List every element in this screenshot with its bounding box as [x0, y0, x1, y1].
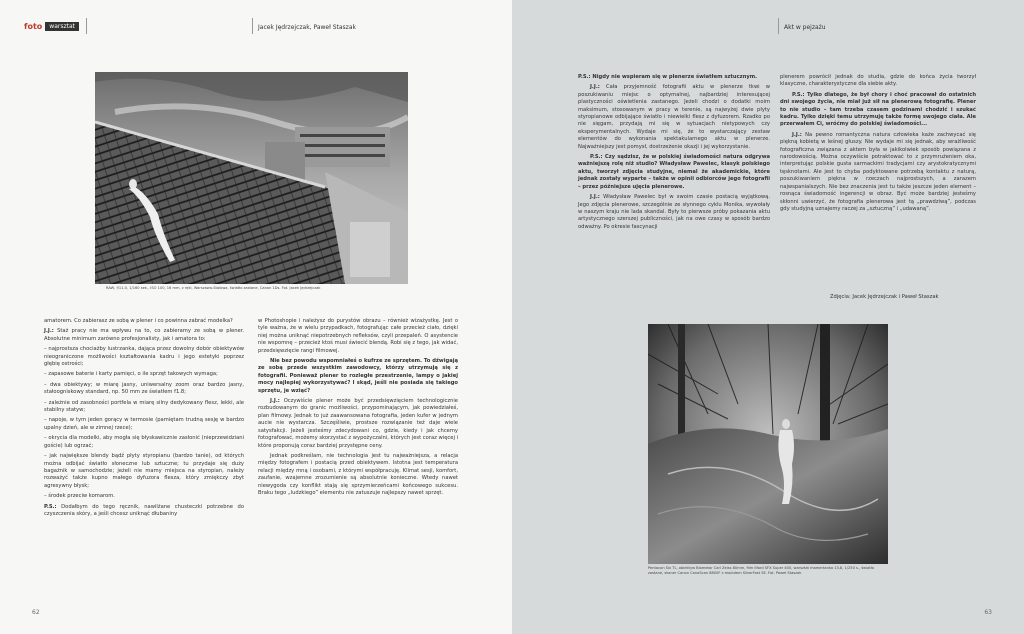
- paragraph-text: Nie bez powodu wspomniałeś o kufrze ze sprzętem. To dźwigają ze sobą przede wszystkim zawodowcy, którzy utrzymują się z fotografii. Ponieważ plener to rozległe przestrzenie, lampy o jakiej mocy najlepiej wykorzystywać? I skąd, jeśli nie posiada się takiego sprzętu, je wziąć?: [258, 358, 458, 394]
- paragraph: [44, 504, 244, 519]
- header-divider: [778, 18, 779, 34]
- right-article-column-2: [780, 74, 976, 216]
- paragraph: [44, 328, 244, 343]
- list-item: [44, 371, 244, 378]
- rooftop-nude-photo: [95, 72, 408, 284]
- paragraph-text: Oczywiście plener może być przedsięwzięciem technologicznie rozbudowanym do granic możliwości, przypominającym, jak powiedziałeś, plan filmowy. Jednak to już zaawansowana fotografia, jeden kufer w jednym aucie nie wystarcza. Szczęśliwie, prostsze rozwiązanie też daje wiele satysfakcji. Jeżeli jesteśmy zdecydowani co, gdzie, kiedy i jak chcemy fotografować, możemy skorzystać z wypożyczalni, których jest coraz więcej i które proponują coraz bardziej przystępne ceny.: [258, 398, 458, 449]
- photo-credit-signature: Zdjęcia: Jacek Jędrzejczak i Paweł Staszak: [830, 294, 939, 300]
- paragraph-text: – jak największe blendy bądź płyty styropianu (bardzo tanie), od których można odbijać światło słoneczne lub sztuczne; tu przydaje się duży bagażnik w samochodzie; jeżeli nie mamy miejsca na styropian, należy rozważyć także kupno małego dyfuzora flesza, który zmiękczy zbyt agresywny błysk;: [44, 453, 244, 489]
- paragraph-text: – środek przeciw komarom.: [44, 493, 115, 500]
- forest-nude-photo: [648, 324, 888, 564]
- paragraph-text: Staż pracy nie ma wpływu na to, co zabieramy ze sobą w plener. Absolutne minimum zarówno profesjonalisty, jak i amatora to:: [44, 328, 244, 342]
- paragraph-text: – zależnie od zasobności portfela w miarę silny dedykowany flesz, lekki, ale stabilny statyw;: [44, 399, 244, 414]
- left-photo-caption: RAW, f/11.0, 1/160 sek., ISO 100, 16 mm, z ręki, Warszawa-Stalowa, światło zastane, Canon 1Ds. Fot. Jacek Jędrzejczak: [106, 286, 321, 290]
- authors-header: Jacek Jędrzejczak, Paweł Staszak: [258, 24, 356, 31]
- paragraph-text: – napoje, w tym jeden gorący w termosie (pamiętam trudną sesję w bardzo upalny dzień, ale w zimnej rzece);: [44, 417, 244, 431]
- question: [258, 358, 458, 395]
- left-article-column-1: [44, 318, 244, 521]
- speaker-initials: J.J.:: [792, 131, 802, 138]
- section-header: Akt w pejzażu: [784, 24, 826, 31]
- paragraph: [258, 453, 458, 497]
- question: [578, 154, 770, 191]
- speaker-initials: P.S.:: [578, 74, 591, 80]
- right-page: [512, 0, 1024, 634]
- paragraph-text: – najprostsza chociażby lustrzanka, dająca przez dowolny dobór obiektywów nieograniczone możliwości kształtowania kadru i jego estetyki poprzez głębię ostrości;: [44, 346, 244, 368]
- right-photo-caption: Pentacon Six TL, obiektyw Biometar Carl Zeiss 80mm, film Ilford SFX Super 400, warsztat mamertanka 13.8, 1/250 s., światło zastane, skaner Canon CanoScan 8800F z modułem SilverFast SE. Fot. Paweł Staszak: [648, 566, 874, 575]
- paragraph-text: w Photoshopie i należysz do purystów obrazu – również wizażystkę. Jest o tyle ważna, że w wielu przypadkach, fotografując całe przecież ciało, dzięki niej można uniknąć niepotrzebnych refleksów, czyli przepaleń. O asystencie nie wspomnę – przecież ktoś musi świecić blendą. Robi się z tego, jak widać, przedsięwzięcie rangi filmowej.: [258, 318, 458, 354]
- logo-foto: foto: [24, 22, 43, 31]
- page-number-left: 62: [32, 609, 40, 616]
- list-item: [44, 382, 244, 397]
- paragraph-text: – okrycia dla modelki, aby mogła się błyskawicznie zasłonić (nieprzewidziani goście) lub ogrzać;: [44, 435, 244, 449]
- paragraph: [578, 194, 770, 231]
- section-logo: [24, 22, 79, 31]
- paragraph-text: Czy sądzisz, że w polskiej świadomości natura odgrywa ważniejszą rolę niż studio? Władysław Pawelec, klasyk polskiego aktu, tworzył zdjęcia studyjne, niemal że akademickie, które jednak zostały wyparte – także w opinii odbiorców jego fotografii – przez późniejsze ujęcia plenerowe.: [578, 154, 770, 190]
- list-item: [44, 435, 244, 450]
- logo-section-box: warsztat: [45, 22, 79, 31]
- paragraph: [44, 318, 244, 325]
- paragraph-text: – dwa obiektywy; w miarę jasny, uniwersalny zoom oraz bardzo jasny, stałoogniskowy standard, np. 50 mm ze światłem f1.8;: [44, 381, 244, 396]
- list-item: [44, 346, 244, 368]
- paragraph-text: Władysław Pawelec był w swoim czasie postacią wyjątkową. Jego zdjęcia plenerowe, szczególnie ze słynnego cyklu Monika, wywołały w naszym kraju nie lada skandal. Były to pierwsze próby pokazania aktu artystycznego szerszej publiczności, jak na owe czasy w sposób bardzo odważny. Po okresie fascynacji: [578, 194, 770, 230]
- paragraph-text: – zapasowe baterie i karty pamięci, o ile sprzęt takowych wymaga;: [44, 371, 218, 378]
- paragraph: [258, 318, 458, 355]
- paragraph-text: Nigdy nie wspieram się w plenerze światłem sztucznym.: [592, 74, 758, 80]
- paragraph: [258, 398, 458, 450]
- paragraph-text: Dodałbym do tego ręcznik, nawilżane chusteczki potrzebne do czyszczenia skóry, a jeśli chcesz uniknąć dłubaniny: [44, 503, 244, 517]
- speaker-initials: J.J.:: [44, 328, 54, 335]
- speaker-initials: P.S.:: [590, 154, 603, 161]
- list-item: [44, 493, 244, 500]
- forest-photo-graphic: [648, 324, 888, 564]
- right-article-column-1: [578, 74, 770, 234]
- list-item: [44, 417, 244, 432]
- paragraph-text: Tylko dlatego, że był chory i choć pracował do ostatnich dni swojego życia, nie miał już sił na plenerową fotografię. Plener to nie studio – tam trzeba czasem godzinami chodzić i szukać kadru. Tylko dzięki temu utrzymuję także formę swojego ciała. Ale przerwałem Ci, wróćmy do polskiej świadomości...: [780, 91, 977, 128]
- speaker-initials: P.S.:: [792, 91, 805, 98]
- list-item: [44, 400, 244, 415]
- speaker-initials: J.J.:: [590, 84, 600, 91]
- question: [578, 74, 770, 81]
- header-divider: [86, 18, 87, 34]
- paragraph: [780, 132, 976, 213]
- left-article-column-2: [258, 318, 458, 500]
- question: [780, 92, 976, 129]
- paragraph-text: Jednak podkreślam, nie technologia jest tu najważniejsza, a relacja między fotografem i postacią przed obiektywem. Istotna jest temperatura relacji między mną i osobami, z którymi współpracuję. Klimat sesji, komfort, zaufanie, wzajemne zrozumienie są absolutnie konieczne. Wtedy nawet niewygoda czy konflikt stają się sprzymierzeńcami końcowego sukcesu. Braku tego „ludzkiego” elementu nie zatuszuje najlepszy nawet sprzęt.: [258, 452, 458, 496]
- page-number-right: 63: [984, 609, 992, 616]
- paragraph-text: Cała przyjemność fotografii aktu w plenerze tkwi w poszukiwaniu miejsc o optymalnej, najbardziej interesującej plastyczności oświetlenia zastanego. Jeżeli chodzi o dodatki moim maksimum, stosowanym w pracy w terenie, są najwyżej dwie płyty styropianowe odbijające światło i niewielki flesz z dyfuzorem. Rzadko po nie sięgam, przydają mi się w sytuacjach nietypowych czy eksperymentalnych. Wydaje mi się, że to wystarczający zestaw elementów do wykonania spektakularnego aktu w plenerze. Najważniejszy jest pomysł, dostrzeżenie okazji i jej wykorzystanie.: [578, 84, 770, 150]
- speaker-initials: J.J.:: [270, 398, 280, 405]
- paragraph: [780, 74, 976, 89]
- paragraph-text: amatorem. Co zabierasz ze sobą w plener i co powinna zabrać modelka?: [44, 318, 233, 324]
- paragraph: [578, 84, 770, 151]
- header-divider: [252, 18, 253, 34]
- speaker-initials: P.S.:: [44, 503, 57, 510]
- paragraph-text: Na pewno romantyczna natura człowieka każe zachwycać się piękną kobietą w leśnej głuszy. Nie wydaje mi się jednak, aby wrażliwość fotograficzna związana z aktem była w jakikolwiek sposób powiązana z narodowością. Można oczywiście potraktować to z przymrużeniem oka, interpretując polskie gusta sarmackimi tradycjami czy arystokratycznymi tęsknotami. Ale jest to chyba podyktowane potrzebą kontaktu z naturą, poszukiwaniem piękna w rzeczach najprostszych, a zarazem najwspanialszych. Nie bez znaczenia jest tu także jeszcze jeden element – rosnąca świadomość ingerencji w obraz. Być może bardziej jesteśmy skłonni uwierzyć, że fotografia plenerowa jest tą „prawdziwą”, podczas gdy studyjną uznajemy raczej za „sztuczną” i „udawaną”.: [780, 131, 976, 212]
- speaker-initials: J.J.:: [590, 194, 600, 201]
- rooftop-photo-graphic: [95, 72, 408, 284]
- paragraph-text: plenerem powrócił jednak do studia, gdzie do końca życia tworzył klasyczne, charakterystyczne dla siebie akty.: [780, 74, 976, 88]
- list-item: [44, 453, 244, 490]
